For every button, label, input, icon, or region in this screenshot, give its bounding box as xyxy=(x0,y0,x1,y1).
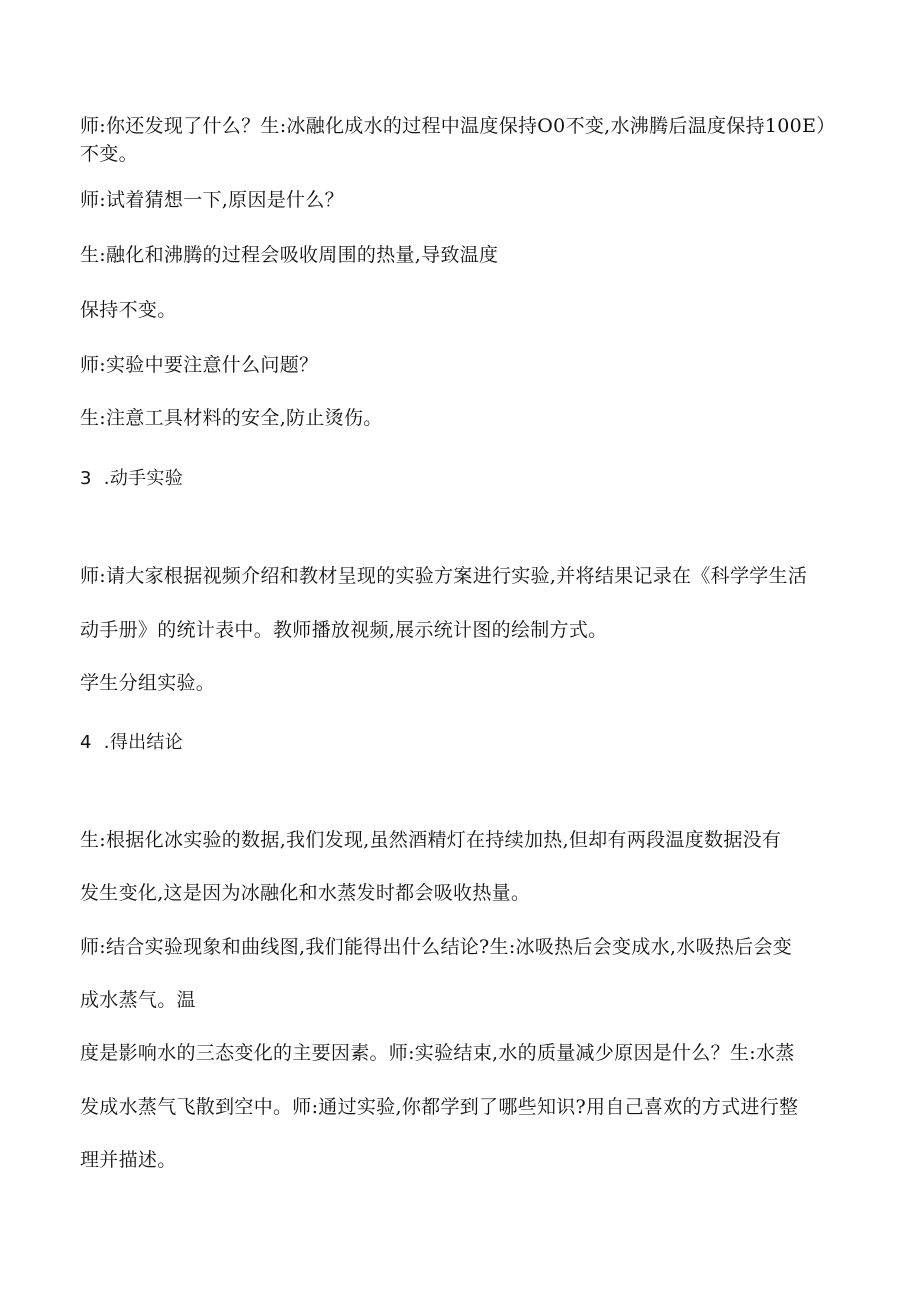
paragraph-line: 发生变化,这是因为冰融化和水蒸发时都会吸收热量。 xyxy=(80,882,531,904)
paragraph-line: 发成水蒸气飞散到空中。师:通过实验,你都学到了哪些知识?用自己喜欢的方式进行整 xyxy=(80,1096,799,1118)
paragraph-line: 理并描述。 xyxy=(80,1149,177,1171)
paragraph-line: 师:实验中要注意什么问题？ xyxy=(80,354,319,376)
paragraph-line: 师:结合实验现象和曲线图,我们能得出什么结论?生:冰吸热后会变成水,水吸热后会变 xyxy=(80,936,793,958)
paragraph-line: 成水蒸气。温 xyxy=(80,989,196,1011)
paragraph-line: 师:请大家根据视频介绍和教材呈现的实验方案进行实验,并将结果记录在《科学学生活 xyxy=(80,565,808,587)
paragraph-line: 动手册》的统计表中。教师播放视频,展示统计图的绘制方式。 xyxy=(80,619,608,641)
paragraph-line: 度是影响水的三态变化的主要因素。师:实验结束,水的质量减少原因是什么？生:水蒸 xyxy=(80,1042,795,1064)
paragraph-line: 生:根据化冰实验的数据,我们发现,虽然酒精灯在持续加热,但却有两段温度数据没有 xyxy=(80,829,782,851)
section-heading: 4 .得出结论 xyxy=(80,732,184,753)
paragraph-line: 师:你还发现了什么？生:冰融化成水的过程中温度保持O0不变,水沸腾后温度保持100E） xyxy=(80,115,836,137)
paragraph-line: 学生分组实验。 xyxy=(80,672,216,694)
paragraph-line: 不变。 xyxy=(80,143,138,165)
section-heading: 3 .动手实验 xyxy=(80,468,184,489)
paragraph-line: 保持不变。 xyxy=(80,299,177,321)
paragraph-line: 师:试着猜想一下,原因是什么？ xyxy=(80,189,344,211)
paragraph-line: 生:注意工具材料的安全,防止烫伤。 xyxy=(80,407,383,429)
paragraph-line: 生:融化和沸腾的过程会吸收周围的热量,导致温度 xyxy=(80,244,499,266)
